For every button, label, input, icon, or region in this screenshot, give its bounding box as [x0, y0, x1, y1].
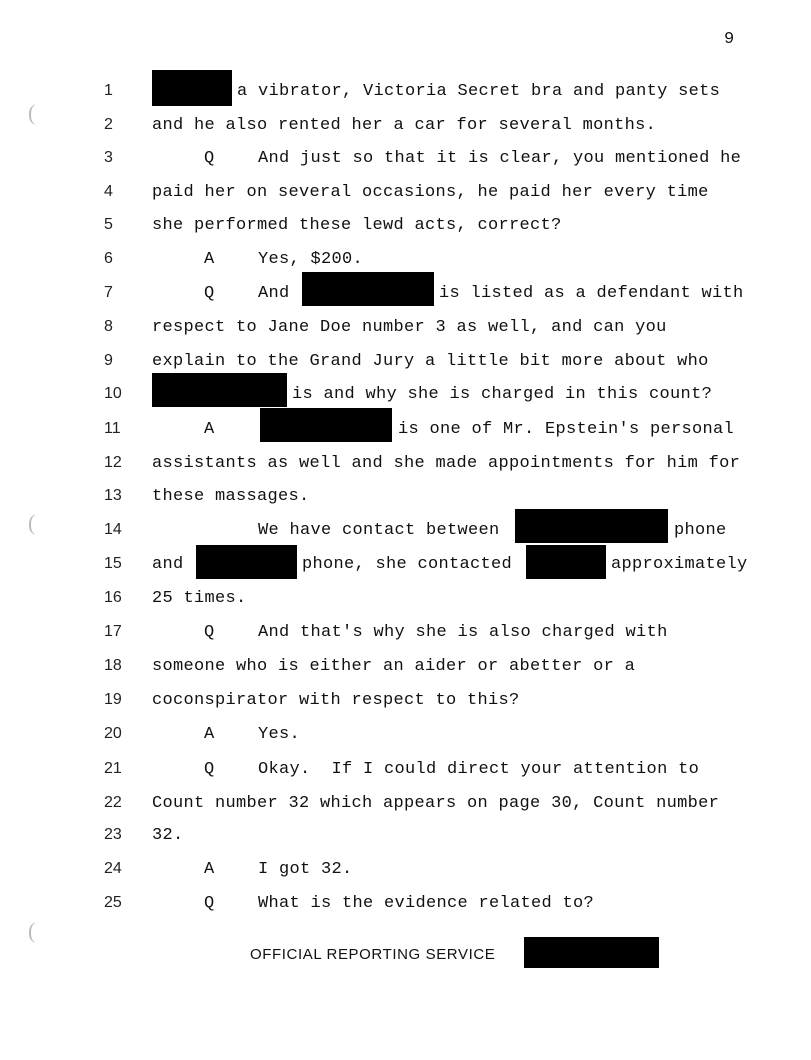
- line-text: phone, she contacted: [302, 555, 513, 574]
- line-text: phone: [674, 521, 727, 540]
- line-number: 1: [104, 82, 113, 99]
- line-number: 22: [104, 794, 122, 811]
- transcript-line: [0, 589, 811, 615]
- line-text: Yes, $200.: [258, 250, 364, 269]
- transcript-line: [0, 657, 811, 683]
- transcript-line: [0, 284, 811, 310]
- line-text: Count number 32 which appears on page 30, Count number: [152, 794, 720, 813]
- line-text: 32.: [152, 826, 184, 845]
- transcript-line: [0, 623, 811, 649]
- redaction-box: [302, 272, 434, 306]
- line-text: assistants as well and she made appointments for him for: [152, 454, 741, 473]
- line-text: is and why she is charged in this count?: [292, 385, 713, 404]
- line-text: I got 32.: [258, 860, 353, 879]
- transcript-line: [0, 116, 811, 142]
- line-text: We have contact between: [258, 521, 500, 540]
- line-number: 15: [104, 555, 122, 572]
- redaction-box: [152, 373, 287, 407]
- speaker-label: A: [204, 420, 215, 439]
- line-number: 24: [104, 860, 122, 877]
- line-number: 4: [104, 183, 113, 200]
- transcript-line: [0, 149, 811, 175]
- transcript-line: [0, 352, 811, 378]
- line-text: 25 times.: [152, 589, 247, 608]
- speaker-label: A: [204, 250, 215, 269]
- line-number: 3: [104, 149, 113, 166]
- margin-mark: (: [28, 510, 36, 535]
- speaker-label: A: [204, 725, 215, 744]
- line-number: 2: [104, 116, 113, 133]
- line-text: coconspirator with respect to this?: [152, 691, 520, 710]
- transcript-line: [0, 860, 811, 886]
- line-number: 16: [104, 589, 122, 606]
- margin-mark: (: [28, 100, 36, 125]
- line-number: 11: [104, 420, 121, 437]
- line-number: 9: [104, 352, 113, 369]
- redaction-box: [152, 70, 232, 106]
- line-text: Yes.: [258, 725, 301, 744]
- transcript-line: [0, 760, 811, 786]
- footer-redaction-box: [524, 937, 659, 968]
- speaker-label: Q: [204, 894, 215, 913]
- line-number: 6: [104, 250, 113, 267]
- transcript-line: [0, 216, 811, 242]
- redaction-box: [515, 509, 668, 543]
- line-text: someone who is either an aider or abetter or a: [152, 657, 636, 676]
- line-text: respect to Jane Doe number 3 as well, and can you: [152, 318, 667, 337]
- transcript-line: [0, 794, 811, 820]
- transcript-line: [0, 454, 811, 480]
- line-number: 19: [104, 691, 122, 708]
- redaction-box: [196, 545, 297, 579]
- speaker-label: Q: [204, 284, 215, 303]
- line-text: is one of Mr. Epstein's personal: [398, 420, 735, 439]
- transcript-line: [0, 318, 811, 344]
- transcript-line: [0, 894, 811, 920]
- line-text: she performed these lewd acts, correct?: [152, 216, 562, 235]
- line-number: 20: [104, 725, 122, 742]
- transcript-line: [0, 82, 811, 108]
- speaker-label: A: [204, 860, 215, 879]
- transcript-line: [0, 385, 811, 411]
- transcript-line: [0, 487, 811, 513]
- page-number: 9: [724, 30, 735, 49]
- line-text: And just so that it is clear, you mentioned he: [258, 149, 742, 168]
- line-number: 23: [104, 826, 122, 843]
- line-number: 18: [104, 657, 122, 674]
- line-text: And: [258, 284, 290, 303]
- line-text: approximately: [611, 555, 748, 574]
- line-text: a vibrator, Victoria Secret bra and panty sets: [237, 82, 721, 101]
- line-text: And that's why she is also charged with: [258, 623, 668, 642]
- line-text: explain to the Grand Jury a little bit more about who: [152, 352, 709, 371]
- line-text: is listed as a defendant with: [439, 284, 744, 303]
- line-number: 7: [104, 284, 113, 301]
- redaction-box: [260, 408, 392, 442]
- reporting-service-footer: OFFICIAL REPORTING SERVICE: [250, 946, 496, 963]
- transcript-line: [0, 826, 811, 852]
- redaction-box: [526, 545, 606, 579]
- line-number: 25: [104, 894, 122, 911]
- transcript-line: [0, 521, 811, 547]
- line-number: 14: [104, 521, 122, 538]
- transcript-line: [0, 691, 811, 717]
- speaker-label: Q: [204, 149, 215, 168]
- transcript-line: [0, 183, 811, 209]
- transcript-line: [0, 725, 811, 751]
- speaker-label: Q: [204, 760, 215, 779]
- line-text: these massages.: [152, 487, 310, 506]
- transcript-line: [0, 420, 811, 446]
- line-number: 10: [104, 385, 122, 402]
- margin-mark: (: [28, 918, 36, 943]
- transcript-line: [0, 555, 811, 581]
- line-number: 13: [104, 487, 122, 504]
- line-number: 8: [104, 318, 113, 335]
- speaker-label: Q: [204, 623, 215, 642]
- line-text: and: [152, 555, 184, 574]
- line-text: Okay. If I could direct your attention to: [258, 760, 700, 779]
- line-text: paid her on several occasions, he paid her every time: [152, 183, 709, 202]
- line-number: 21: [104, 760, 122, 777]
- line-text: What is the evidence related to?: [258, 894, 595, 913]
- line-text: and he also rented her a car for several months.: [152, 116, 657, 135]
- line-number: 5: [104, 216, 113, 233]
- line-number: 17: [104, 623, 122, 640]
- line-number: 12: [104, 454, 122, 471]
